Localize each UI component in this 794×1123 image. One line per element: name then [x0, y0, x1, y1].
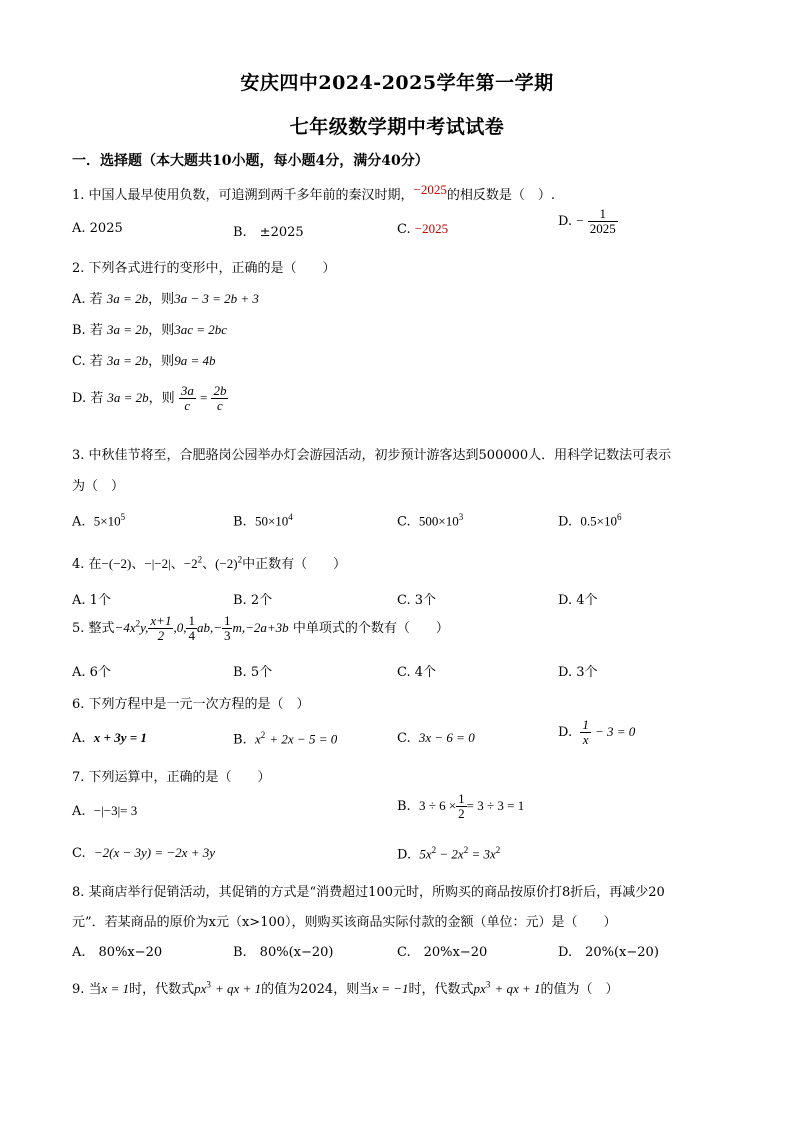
q4-expr-2-exp: 2	[237, 554, 243, 565]
q1-option-d-label: D.	[558, 214, 573, 229]
q8-option-c: C. 20%x−20	[397, 945, 488, 960]
q6-b-rest: + 2x − 5 = 0	[269, 731, 338, 747]
q2-option-b	[72, 319, 227, 338]
question-3-line1: 3. 中秋佳节将至，合肥骆岗公园举办灯会游园活动，初步预计游客达到500000人．用科学记数法可表示	[72, 448, 672, 463]
q5-term-1: −4x	[114, 620, 136, 635]
question-3-line2: 为（ ）	[72, 479, 125, 494]
question-5	[72, 614, 449, 643]
q1-negative-number: −2025	[413, 182, 447, 197]
q6-b-x: x	[254, 731, 261, 747]
q7-c-label: C.	[72, 846, 86, 861]
q5-f3-num: 1	[223, 613, 231, 628]
q2-option-a	[72, 288, 259, 307]
q7-option-b	[397, 792, 524, 821]
q9-text-d: 时，代数式	[408, 982, 474, 997]
q7-d-a: 5x	[419, 846, 432, 862]
q1-option-d-fraction	[588, 207, 618, 236]
q7-d-c-exp: 2	[495, 845, 501, 855]
q3-option-c	[397, 512, 463, 529]
q6-c-label: C.	[397, 731, 411, 746]
question-8-line2: 元”．若某商品的原价为x元（x>100），则购买该商品实际付款的金额（单位：元）是（ ）	[72, 915, 617, 930]
q2-c-result: 9a = 4b	[174, 353, 216, 368]
q5-option-a: A. 6个	[72, 665, 111, 680]
q1-text-a: 1. 中国人最早使用负数，可追溯到两千多年前的秦汉时期，	[72, 188, 414, 203]
q2-d-equals: =	[199, 390, 208, 405]
q7-option-a	[72, 803, 137, 819]
q9-expr-1-a: px	[194, 981, 207, 996]
q9-text-e: 的值为（ ）	[540, 982, 619, 997]
q7-d-b-exp: 2	[463, 845, 469, 855]
section-heading: 一．选择题（本大题共10小题，每小题4分，满分40分）	[72, 153, 429, 169]
q3-b-exponent: 4	[288, 512, 293, 522]
q2-b-result: 3ac = 2bc	[174, 322, 228, 337]
q2-option-d	[72, 384, 228, 413]
q5-suffix: 中单项式的个数有（ ）	[292, 621, 449, 636]
q2-d-prefix: D. 若	[72, 391, 104, 406]
q4-expr-1-exp: 2	[197, 554, 203, 565]
q5-prefix: 5. 整式	[72, 621, 115, 636]
q7-option-c	[72, 845, 215, 861]
q9-expr-1-b: + qx + 1	[215, 981, 262, 996]
q6-option-c	[397, 730, 475, 746]
question-8-line1: 8. 某商店举行促销活动，其促销的方式是“消费超过100元时，所购买的商品按原价打8折后，再减少20	[72, 885, 665, 900]
q7-d-c: = 3x	[468, 846, 496, 862]
q2-d-num-right: 2b	[213, 383, 227, 398]
q1-option-b: B. ±2025	[233, 225, 304, 240]
q3-a-exponent: 5	[120, 512, 126, 522]
question-7: 7. 下列运算中，正确的是（ ）	[72, 770, 271, 785]
q6-option-a	[72, 730, 147, 746]
q3-d-label: D.	[558, 514, 573, 530]
q2-b-prefix: B. 若	[72, 323, 103, 338]
q4-prefix: 4. 在	[72, 557, 102, 572]
question-6: 6. 下列方程中是一元一次方程的是（ ）	[72, 697, 310, 712]
q5-term-1-y: y,	[140, 620, 149, 635]
q7-b-num: 1	[458, 791, 465, 806]
question-1	[72, 184, 555, 203]
q6-option-d	[558, 718, 635, 747]
q3-a-base: 5×10	[93, 513, 121, 529]
q7-a-label: A.	[72, 804, 86, 819]
q5-f3-den: 3	[223, 628, 231, 643]
q4-option-d: D. 4个	[558, 593, 598, 608]
q9-expr-2-b: + qx + 1	[494, 981, 541, 996]
q7-c-value: −2(x − 3y) = −2x + 3y	[93, 845, 215, 860]
q6-option-b	[233, 730, 337, 747]
q7-b-pre: 3 ÷ 6 ×	[418, 798, 457, 813]
q3-a-label: A.	[72, 514, 86, 530]
q9-text-c: 的值为2024，则当	[261, 982, 373, 997]
q2-d-condition: 3a = 2b	[107, 390, 149, 405]
question-4	[72, 553, 346, 572]
q5-option-c: C. 4个	[397, 665, 437, 680]
q2-c-then: ，则	[148, 354, 175, 369]
q5-term-1-exp: 2	[135, 618, 141, 629]
q3-c-base: 500×10	[418, 513, 459, 529]
q5-f1-den: 2	[157, 628, 165, 643]
q2-b-then: ，则	[148, 323, 175, 338]
q9-expr-2-exp: 3	[485, 979, 491, 990]
q2-d-then: ，则	[148, 391, 175, 406]
q5-fraction-2	[186, 614, 197, 643]
q5-option-b: B. 5个	[233, 665, 273, 680]
q7-option-d	[397, 845, 500, 862]
q3-option-a	[72, 512, 125, 529]
q5-f2-num: 1	[188, 613, 195, 628]
q2-d-fraction-left	[179, 384, 196, 413]
question-2: 2. 下列各式进行的变形中，正确的是（ ）	[72, 261, 336, 276]
q3-c-exponent: 3	[458, 512, 464, 522]
q2-d-fraction-right	[211, 384, 228, 413]
q4-suffix: 中正数有（ ）	[242, 557, 347, 572]
q7-a-value: −|−3|= 3	[93, 803, 138, 818]
q5-term-3: ab,−	[196, 620, 222, 635]
q5-fraction-3	[222, 614, 233, 643]
q7-d-b: − 2x	[436, 846, 464, 862]
q1-text-b: 的相反数是（ ）.	[446, 188, 556, 203]
q7-d-a-exp: 2	[431, 845, 437, 855]
q9-condition-2: x = −1	[372, 981, 409, 996]
exam-title-line2: 七年级数学期中考试试卷	[289, 116, 505, 138]
q9-text-a: 9. 当	[72, 982, 102, 997]
q8-option-d: D. 20%(x−20)	[558, 945, 659, 960]
q2-a-then: ，则	[148, 292, 175, 307]
q1-d-numerator: 1	[588, 207, 618, 222]
q3-d-exponent: 6	[616, 512, 622, 522]
q6-d-num: 1	[582, 717, 589, 732]
q3-option-d	[558, 512, 621, 529]
q2-option-c	[72, 350, 215, 369]
q9-text-b: 时，代数式	[129, 982, 195, 997]
q2-d-den-left: c	[184, 398, 191, 413]
q2-d-den-right: c	[217, 398, 223, 413]
q5-f2-den: 4	[188, 628, 195, 643]
q1-option-a: A. 2025	[72, 221, 123, 236]
q3-option-b	[233, 512, 293, 529]
q2-a-prefix: A. 若	[72, 292, 103, 307]
q3-b-base: 50×10	[254, 513, 289, 529]
q2-a-condition: 3a = 2b	[106, 291, 149, 306]
q4-expr-2: 、(−2)	[202, 556, 238, 571]
q6-d-rest: − 3 = 0	[595, 724, 636, 739]
question-9	[72, 978, 619, 997]
q6-d-den: x	[582, 732, 589, 747]
q1-option-c-label: C.	[397, 222, 411, 237]
q7-d-label: D.	[397, 847, 412, 863]
q7-b-fraction	[456, 792, 467, 821]
q5-term-4: m,−2a+3b	[232, 620, 289, 635]
q1-option-d	[558, 207, 618, 236]
q1-option-d-minus: −	[576, 213, 584, 228]
q9-condition-1: x = 1	[101, 981, 130, 996]
q9-expr-1-exp: 3	[206, 979, 211, 990]
q6-a-value: x + 3y = 1	[93, 730, 147, 745]
q6-a-label: A.	[72, 731, 86, 746]
q6-b-label: B.	[233, 732, 247, 748]
q3-d-base: 0.5×10	[580, 513, 617, 529]
q4-option-b: B. 2个	[233, 593, 273, 608]
q2-a-result: 3a − 3 = 2b + 3	[174, 291, 259, 306]
q5-option-d: D. 3个	[558, 665, 598, 680]
q5-fraction-1	[148, 614, 173, 643]
q5-term-2: ,0,	[173, 620, 187, 635]
q7-b-label: B.	[397, 799, 411, 814]
q2-b-condition: 3a = 2b	[106, 322, 149, 337]
q1-d-denominator: 2025	[589, 221, 616, 236]
q5-f1-num: x+1	[150, 613, 172, 628]
q3-c-label: C.	[397, 514, 411, 530]
q7-b-post: = 3 ÷ 3 = 1	[466, 798, 525, 813]
q6-b-exp: 2	[260, 730, 266, 740]
q2-c-prefix: C. 若	[72, 354, 103, 369]
exam-title-line1: 安庆四中2024-2025学年第一学期	[240, 72, 554, 94]
q6-c-value: 3x − 6 = 0	[418, 730, 475, 745]
q4-expr-1: −(−2)、−|−2|、−2	[101, 556, 198, 571]
q6-d-label: D.	[558, 725, 573, 740]
q1-option-c	[397, 221, 448, 237]
q3-b-label: B.	[233, 514, 247, 530]
q9-expr-2-a: px	[473, 981, 486, 996]
q6-d-fraction	[580, 718, 591, 747]
q1-option-c-value: −2025	[414, 221, 449, 236]
q2-d-num-left: 3a	[180, 383, 194, 398]
q4-option-a: A. 1个	[72, 593, 111, 608]
q8-option-a: A. 80%x−20	[72, 945, 163, 960]
q4-option-c: C. 3个	[397, 593, 437, 608]
q2-c-condition: 3a = 2b	[106, 353, 149, 368]
q8-option-b: B. 80%(x−20)	[233, 945, 334, 960]
q7-b-den: 2	[458, 806, 465, 821]
